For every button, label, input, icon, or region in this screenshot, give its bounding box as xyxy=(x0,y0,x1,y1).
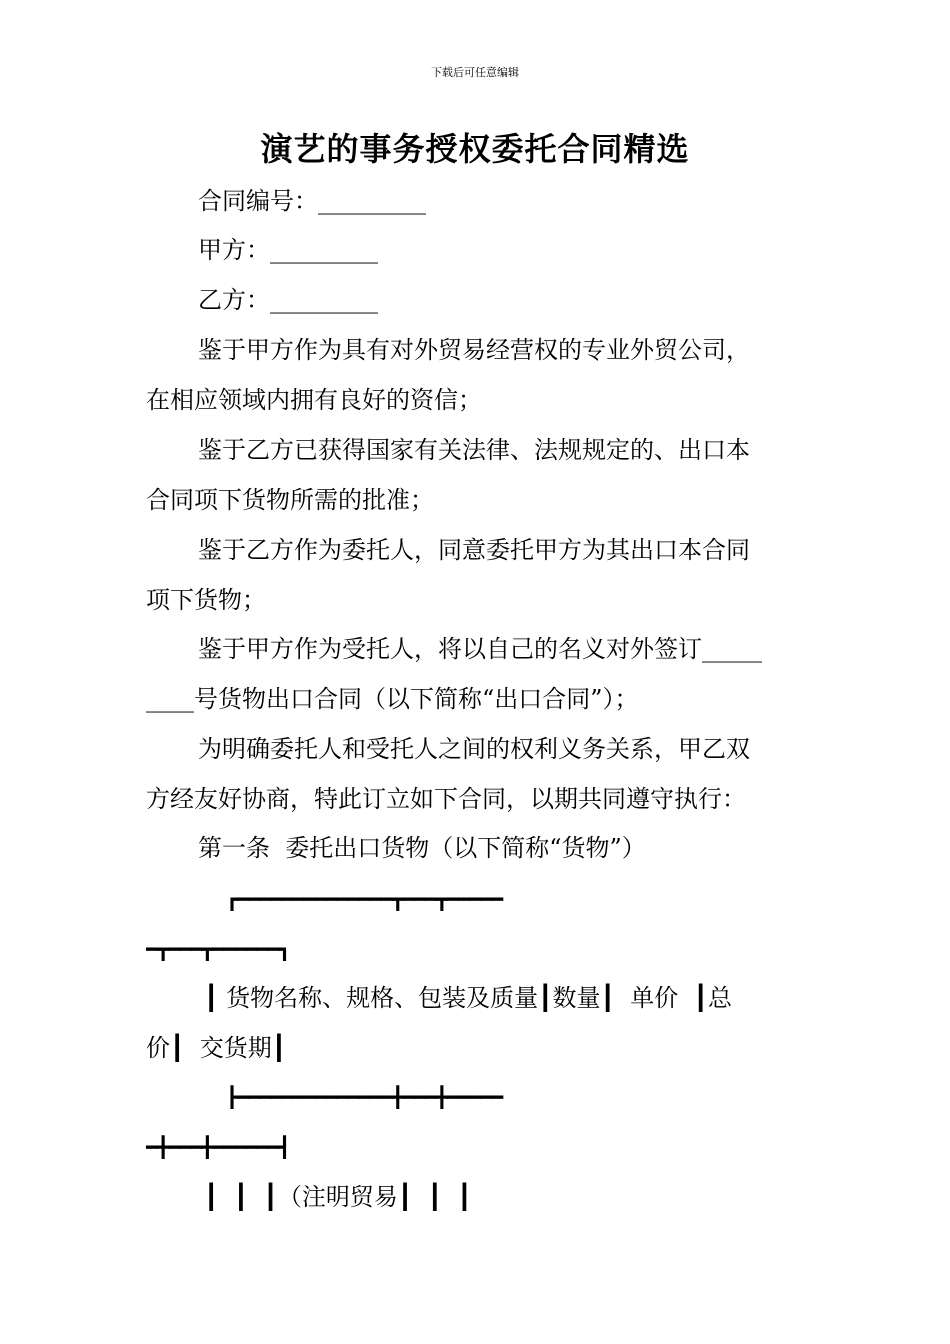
paragraph-line: 鉴于甲方作为受托人，将以自己的名义对外签订_____ xyxy=(198,635,762,663)
party-b-line: 乙方：_________ xyxy=(198,286,378,314)
party-a-line: 甲方：_________ xyxy=(198,236,378,264)
table-border-line: ┏━━━━━━━━━━━━━━┳━━━┳━━━━━ xyxy=(226,887,503,911)
page-header-note: 下载后可任意编辑 xyxy=(431,66,519,79)
paragraph-line: 方经友好协商，特此订立如下合同，以期共同遵守执行： xyxy=(146,785,746,813)
contract-number-line: 合同编号：_________ xyxy=(198,187,426,215)
table-border-line: ┣━━━━━━━━━━━━━━╋━━━╋━━━━━ xyxy=(226,1085,503,1109)
paragraph-line: 在相应领域内拥有良好的资信； xyxy=(146,386,482,414)
document-title: 演艺的事务授权委托合同精选 xyxy=(260,130,690,168)
paragraph-line: 合同项下货物所需的批准； xyxy=(146,486,434,514)
paragraph-line: 项下货物； xyxy=(146,586,266,614)
article-one-heading: 第一条 委托出口货物（以下简称“货物”） xyxy=(198,834,646,862)
paragraph-line: 鉴于甲方作为具有对外贸易经营权的专业外贸公司， xyxy=(198,336,750,364)
table-header-row: ┃ 货物名称、规格、包装及质量┃数量┃ 单价 ┃总 xyxy=(204,984,732,1012)
table-border-line: ━┳━━━┳━━━━━━┓ xyxy=(146,937,290,961)
paragraph-line: 鉴于乙方作为委托人，同意委托甲方为其出口本合同 xyxy=(198,536,750,564)
table-data-row: ┃ ┃ ┃（注明贸易┃ ┃ ┃ xyxy=(204,1183,472,1211)
paragraph-line: 为明确委托人和受托人之间的权利义务关系，甲乙双 xyxy=(198,735,750,763)
paragraph-line: 鉴于乙方已获得国家有关法律、法规规定的、出口本 xyxy=(198,436,750,464)
paragraph-line: ____号货物出口合同（以下简称“出口合同”）； xyxy=(146,685,639,713)
table-border-line: ━╋━━━╋━━━━━━┫ xyxy=(146,1135,290,1159)
table-header-row: 价┃ 交货期┃ xyxy=(146,1034,287,1062)
